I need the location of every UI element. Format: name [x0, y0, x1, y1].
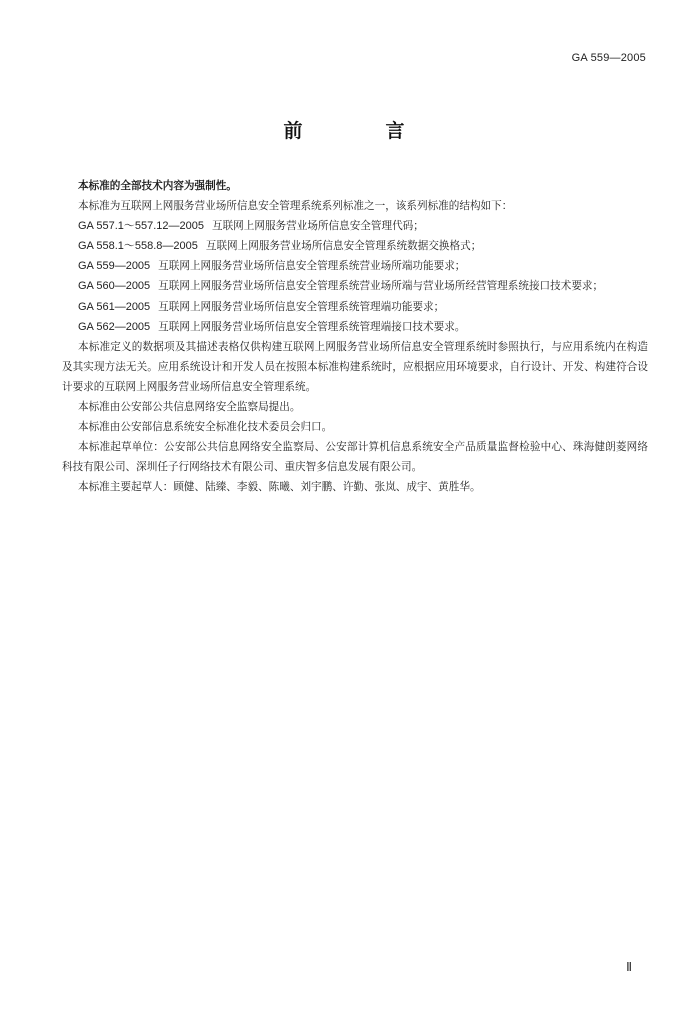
series-list: [62, 216, 648, 337]
drafting-units-paragraph: 本标准起草单位：公安部公共信息网络安全监察局、公安部计算机信息系统安全产品质量监督检验中心、珠海健朗菱网络科技有限公司、深圳任子行网络技术有限公司、重庆智多信息发展有限公司。: [62, 441, 648, 474]
series-code: GA 559—2005: [78, 260, 151, 273]
series-title: 互联网上网服务营业场所信息安全管理系统营业场所端与营业场所经营管理系统接口技术要求；: [158, 280, 604, 293]
series-code: GA 562—2005: [78, 320, 151, 333]
series-list-item: [62, 236, 648, 256]
foreword-body: [62, 176, 648, 498]
data-definition-paragraph: 本标准定义的数据项及其描述表格仅供构建互联网上网服务营业场所信息安全管理系统时参照执行，与应用系统内在构造及其实现方法无关。应用系统设计和开发人员在按照本标准构建系统时，应根据应用环境要求，自行设计、开发、构建符合设计要求的互联网上网服务营业场所信息安全管理系统。: [62, 340, 648, 393]
series-title: 互联网上网服务营业场所信息安全管理系统数据交换格式；: [205, 240, 482, 253]
series-title: 互联网上网服务营业场所信息安全管理系统营业场所端功能要求；: [158, 260, 466, 273]
page-title: 前 言: [283, 120, 437, 142]
series-code: GA 558.1～558.8—2005: [78, 240, 198, 253]
series-title: 互联网上网服务营业场所信息安全管理系统管理端接口技术要求。: [158, 320, 466, 333]
series-code: GA 560—2005: [78, 280, 151, 293]
series-list-item: [62, 276, 648, 296]
series-list-item: [62, 216, 648, 236]
proposer-paragraph: 本标准由公安部公共信息网络安全监察局提出。: [78, 401, 301, 414]
series-code: GA 561—2005: [78, 300, 151, 313]
administrator-paragraph: 本标准由公安部信息系统安全标准化技术委员会归口。: [78, 421, 333, 434]
standard-code-header: GA 559—2005: [571, 52, 646, 64]
series-list-item: [62, 317, 648, 337]
series-title: 互联网上网服务营业场所信息安全管理系统管理端功能要求；: [158, 300, 445, 313]
series-list-item: [62, 256, 648, 276]
mandatory-statement: 本标准的全部技术内容为强制性。: [78, 180, 237, 192]
drafters-paragraph: 本标准主要起草人：顾健、陆臻、李毅、陈曦、刘宇鹏、许勤、张岚、成宇、黄胜华。: [78, 481, 481, 494]
series-code: GA 557.1～557.12—2005: [78, 220, 204, 233]
series-title: 互联网上网服务营业场所信息安全管理代码；: [211, 220, 424, 233]
series-list-item: [62, 297, 648, 317]
series-intro: 本标准为互联网上网服务营业场所信息安全管理系统系列标准之一，该系列标准的结构如下：: [78, 200, 513, 213]
page-number: Ⅱ: [626, 960, 632, 974]
